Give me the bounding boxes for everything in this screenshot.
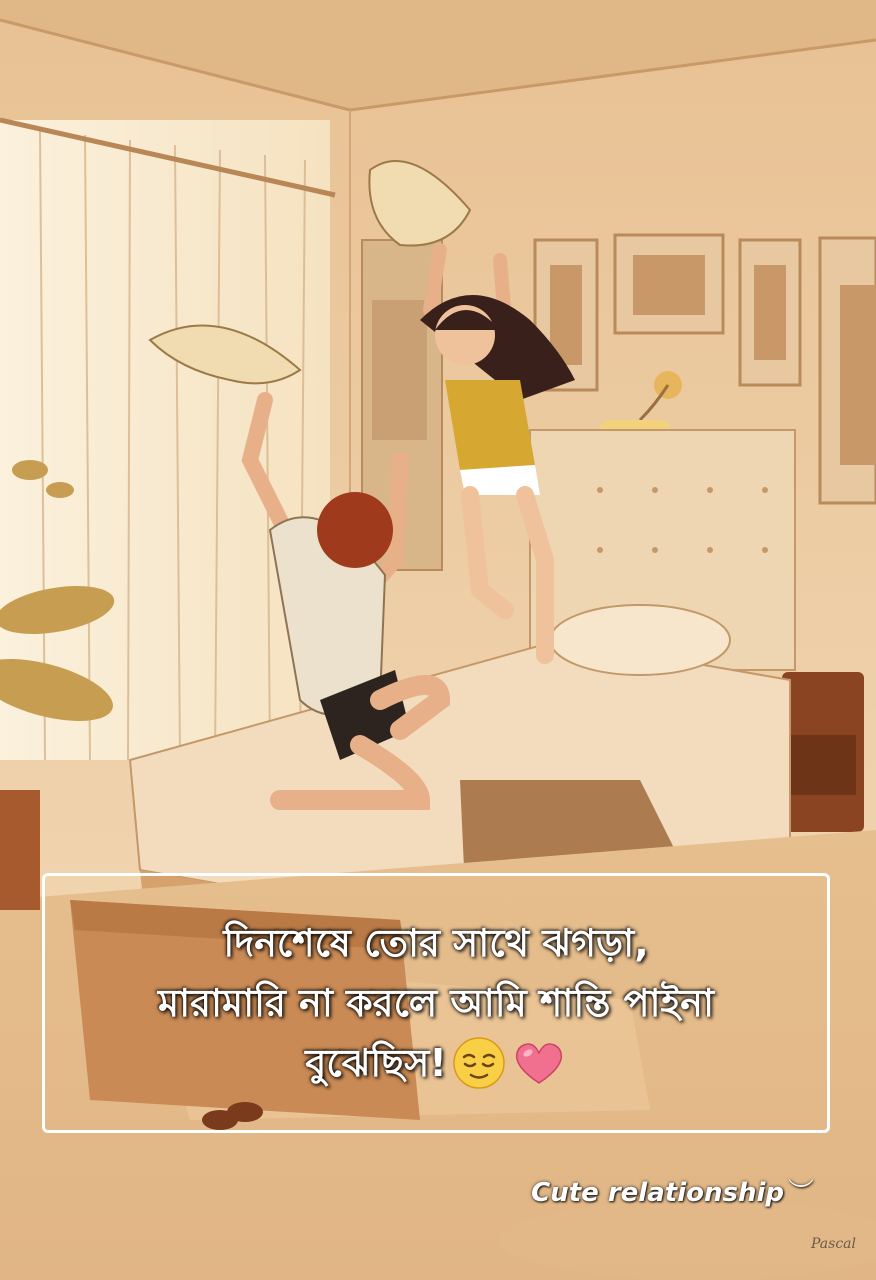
relieved-face-icon: [451, 1035, 507, 1091]
pink-heart-icon: [511, 1035, 567, 1091]
artist-signature: Pascal: [811, 1236, 856, 1252]
window: [0, 120, 330, 760]
watermark-text: Cute relationship: [531, 1178, 784, 1208]
watermark-caption: [531, 1172, 814, 1209]
watermark-smile: ︶: [787, 1178, 814, 1208]
quote-line-3: বুঝেছিস!: [305, 1041, 447, 1085]
quote-line-2: মারামারি না করলে আমি শান্তি পাইনা: [158, 981, 714, 1025]
quote-line-3-row: [305, 1033, 567, 1093]
quote-line-1: দিনশেষে তোর সাথে ঝগড়া,: [223, 921, 649, 965]
quote-box: [42, 873, 830, 1133]
